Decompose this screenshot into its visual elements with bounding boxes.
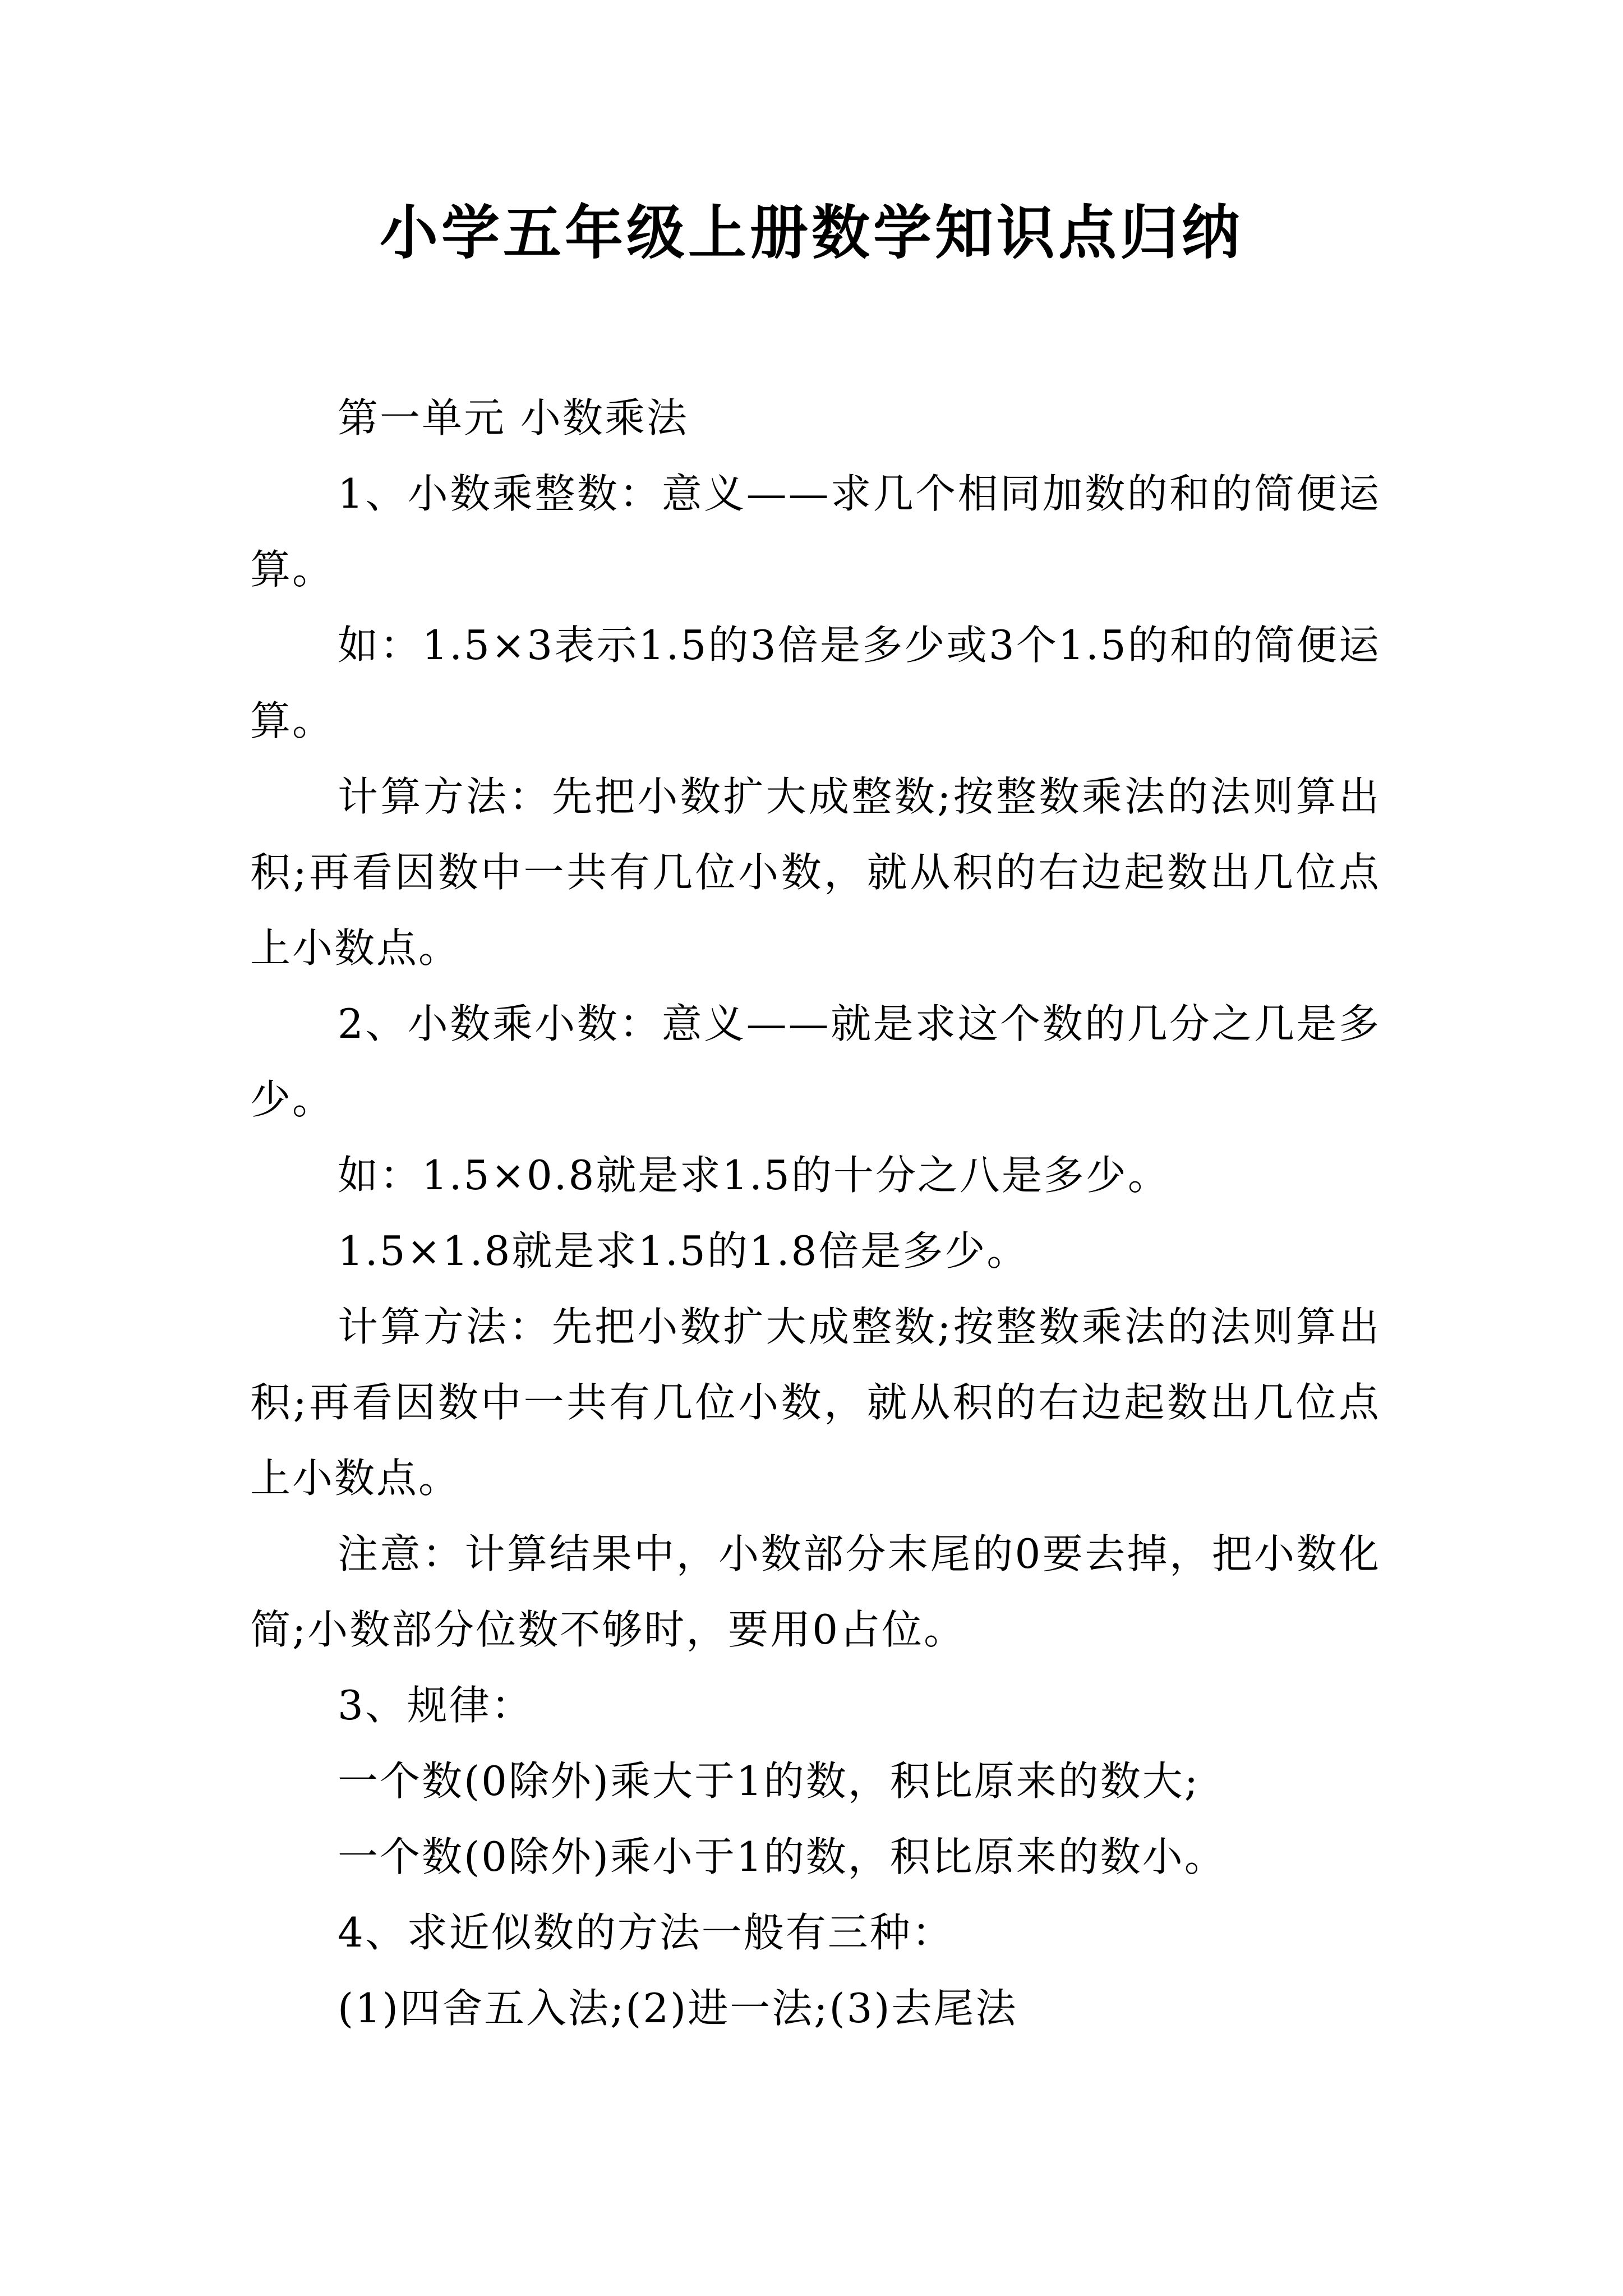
paragraph: 2、小数乘小数：意义——就是求这个数的几分之几是多少。 xyxy=(250,1000,1381,1123)
document-title: 小学五年级上册数学知识点归纳 xyxy=(379,198,1243,267)
paragraph: 1.5×1.8就是求1.5的1.8倍是多少。 xyxy=(338,1227,1029,1274)
paragraph: 1、小数乘整数：意义——求几个相同加数的和的简便运算。 xyxy=(250,470,1381,593)
document-body xyxy=(250,380,1381,2046)
section-heading: 第一单元 小数乘法 xyxy=(338,394,689,441)
paragraph: 注意：计算结果中，小数部分末尾的0要去掉，把小数化简;小数部分位数不够时，要用0占位。 xyxy=(250,1530,1381,1653)
paragraph: 一个数(0除外)乘大于1的数，积比原来的数大; xyxy=(338,1757,1200,1805)
paragraph: 计算方法：先把小数扩大成整数;按整数乘法的法则算出积;再看因数中一共有几位小数，就从积的右边起数出几位点上小数点。 xyxy=(250,1303,1381,1502)
paragraph: 如：1.5×3表示1.5的3倍是多少或3个1.5的和的简便运算。 xyxy=(250,622,1381,744)
paragraph: 一个数(0除外)乘小于1的数，积比原来的数小。 xyxy=(338,1833,1227,1880)
paragraph: 4、求近似数的方法一般有三种： xyxy=(338,1909,954,1956)
paragraph: 如：1.5×0.8就是求1.5的十分之八是多少。 xyxy=(338,1152,1170,1199)
paragraph: (1)四舍五入法;(2)进一法;(3)去尾法 xyxy=(338,1985,1018,2032)
paragraph: 3、规律： xyxy=(338,1682,533,1729)
paragraph: 计算方法：先把小数扩大成整数;按整数乘法的法则算出积;再看因数中一共有几位小数，就从积的右边起数出几位点上小数点。 xyxy=(250,773,1381,972)
